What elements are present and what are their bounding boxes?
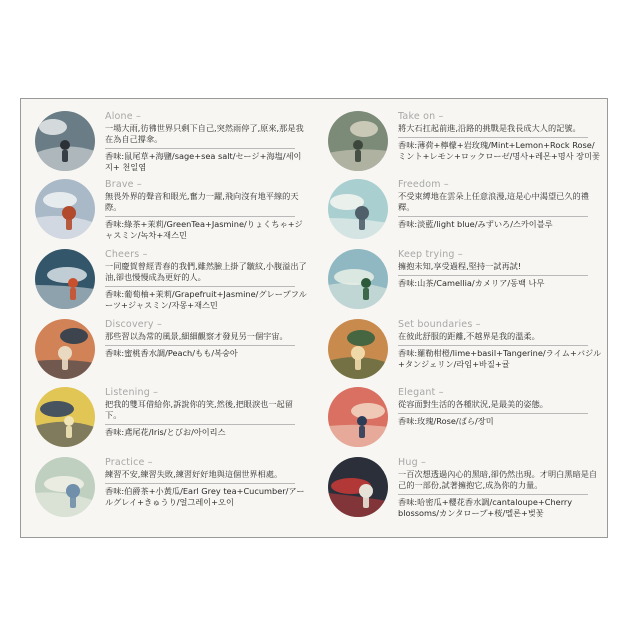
divider — [398, 275, 588, 276]
entry-title: Freedom – — [398, 179, 449, 190]
entry-title: Listening – — [105, 387, 159, 398]
entry-title: Practice – — [105, 457, 153, 468]
entry-text — [105, 387, 309, 438]
entry-text — [398, 249, 602, 289]
entry-text — [398, 319, 602, 370]
entry-scent: 香味:鳶尾花/Iris/とびお/아이리스 — [105, 427, 226, 437]
entry-scent: 香味:羅勒柑橙/lime+basil+Tangerine/ライム+バジル+タンジェリン/라임+바질+귤 — [398, 348, 602, 369]
illustration-thumbnail — [35, 179, 95, 239]
illustration-thumbnail — [328, 457, 388, 517]
illustration-thumbnail — [328, 179, 388, 239]
entry-description: 練習不安,練習失敗,練習好好地與這個世界相處。 — [105, 469, 283, 479]
entry-description: 將大石扛起前進,沿路的挑戰是我長成大人的記號。 — [398, 123, 581, 133]
entry-description: 一百次想透過內心的黑暗,卻仍然出現。才明白黑暗是自己的一部份,試著擁抱它,成為你的力量。 — [398, 469, 598, 490]
entry-scent: 香味:玫瑰/Rose/ばら/장미 — [398, 416, 494, 426]
product-card — [20, 98, 608, 538]
entry-scent: 香味:淡藍/light blue/みずいろ/스카이블루 — [398, 219, 553, 229]
entry-description: 無畏外界的聲音和眼光,奮力一躍,飛向沒有地平線的天際。 — [105, 191, 299, 212]
entry-text — [398, 111, 602, 162]
entry-description: 把我的雙耳借給你,訴說你的笑,然後,把眼淚也一起留下。 — [105, 399, 293, 420]
entry-description: 那些習以為常的風景,細細觀察才發見另一個宇宙。 — [105, 331, 288, 341]
entry-description: 不受束縛地在雲朵上任意浪漫,這是心中渴望已久的禮釋。 — [398, 191, 589, 212]
entry-title: Keep trying – — [398, 249, 463, 260]
entry-scent: 香味:葡萄柚+茉莉/Grapefruit+Jasmine/グレープフルーツ+ジャスミン/자몽+재스민 — [105, 289, 307, 310]
illustration-thumbnail — [35, 319, 95, 379]
entry-text — [105, 457, 309, 508]
entry-description: 從容面對生活的各種狀況,是最美的姿態。 — [398, 399, 548, 409]
divider — [105, 483, 295, 484]
entry-scent: 香味:綠茶+茉莉/GreenTea+Jasmine/りょくちゃ+ジャスミン/녹차+재스민 — [105, 219, 303, 240]
entry-scent: 香味:伯爵茶+小黃瓜/Earl Grey tea+Cucumber/アールグレイ+きゅうり/얼그레이+오이 — [105, 486, 305, 507]
illustration-thumbnail — [35, 387, 95, 447]
illustration-thumbnail — [35, 111, 95, 171]
entry-description: 擁抱未知,享受過程,堅持一試再試! — [398, 261, 522, 271]
illustration-thumbnail — [35, 457, 95, 517]
divider — [105, 345, 295, 346]
illustration-thumbnail — [328, 249, 388, 309]
entry-scent: 香味:薄荷+檸檬+岩玫瑰/Mint+Lemon+Rock Rose/ミント+レモン+ロックローゼ/명사+레몬+명사 장미꽃 — [398, 140, 600, 161]
divider — [105, 216, 295, 217]
entry-text — [105, 319, 309, 359]
illustration-thumbnail — [328, 387, 388, 447]
entry-scent: 香味:鼠尾草+海鹽/sage+sea salt/セージ+海塩/세이지+ 천일염 — [105, 151, 302, 172]
divider — [398, 345, 588, 346]
entry-title: Alone – — [105, 111, 141, 122]
entry-description: 在彼此舒服的距離,不越界是我的溫柔。 — [398, 331, 540, 341]
entry-title: Set boundaries – — [398, 319, 481, 330]
entry-title: Discovery – — [105, 319, 162, 330]
divider — [105, 148, 295, 149]
entry-title: Cheers – — [105, 249, 148, 260]
entry-scent: 香味:山茶/Camellia/カメリア/동백 나무 — [398, 278, 545, 288]
entry-title: Take on – — [398, 111, 444, 122]
entry-description: 一場大雨,彷彿世界只剩下自己,突然雨停了,原來,那是我在為自己撐傘。 — [105, 123, 304, 144]
entry-text — [105, 111, 309, 173]
entry-title: Hug – — [398, 457, 426, 468]
entry-description: 一同慶賀曾經青春的我們,雖然臉上掛了皺紋,小腹溢出了油,卻也慢慢成為更好的人。 — [105, 261, 307, 282]
entry-text — [398, 457, 602, 519]
divider — [398, 216, 588, 217]
entry-text — [398, 387, 602, 427]
entry-text — [398, 179, 602, 230]
divider — [398, 137, 588, 138]
entry-text — [105, 179, 309, 241]
divider — [105, 286, 295, 287]
entry-scent: 香味:哈密瓜+櫻花香水調/cantaloupe+Cherry blossoms/カンタロープ+桜/멜론+벚꽃 — [398, 497, 573, 518]
illustration-thumbnail — [35, 249, 95, 309]
divider — [398, 494, 588, 495]
entry-scent: 香味:蜜桃香水調/Peach/もも/복숭아 — [105, 348, 238, 358]
divider — [105, 424, 295, 425]
entry-title: Brave – — [105, 179, 142, 190]
illustration-thumbnail — [328, 111, 388, 171]
illustration-thumbnail — [328, 319, 388, 379]
divider — [398, 413, 588, 414]
entry-title: Elegant – — [398, 387, 444, 398]
entry-text — [105, 249, 309, 311]
